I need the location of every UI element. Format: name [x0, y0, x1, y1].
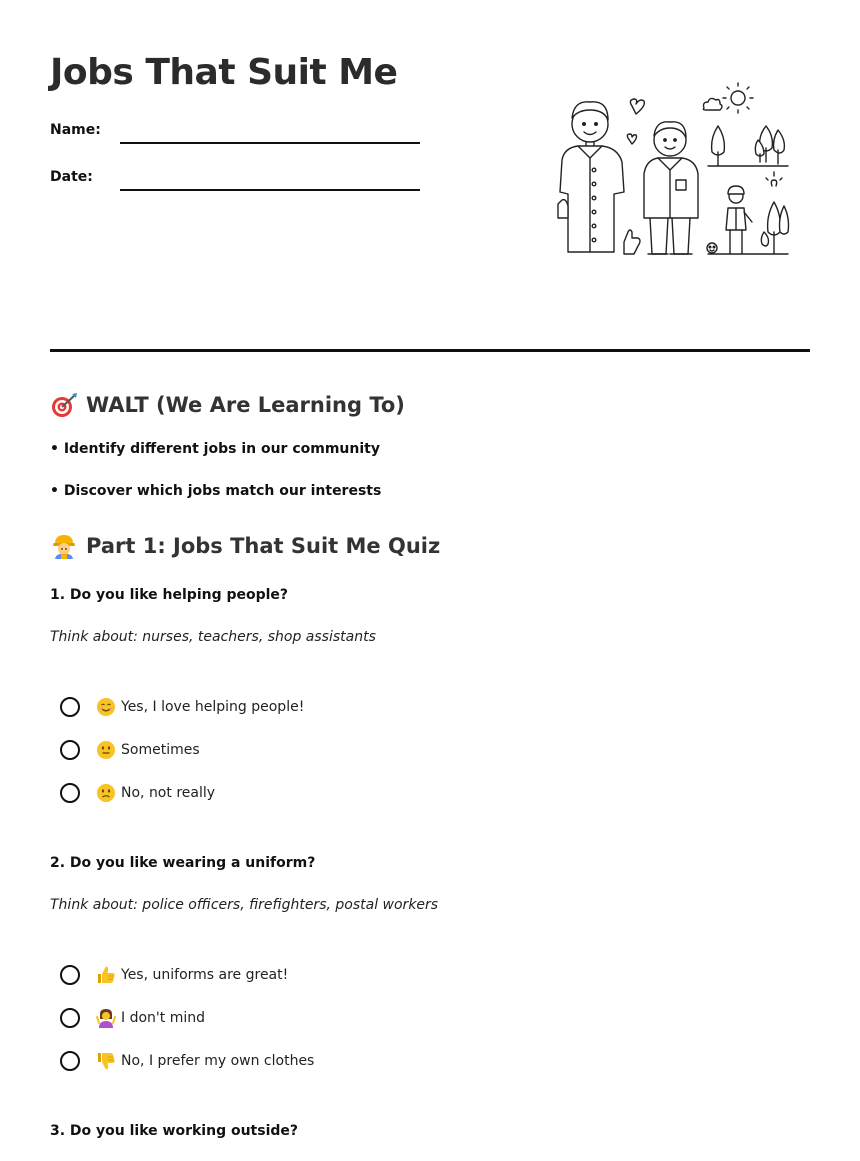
date-input-line[interactable] [120, 189, 420, 191]
worker-icon [50, 533, 78, 559]
part1-heading-text: Part 1: Jobs That Suit Me Quiz [86, 534, 441, 558]
option-label: No, I prefer my own clothes [121, 1053, 315, 1069]
question-1-hint: Think about: nurses, teachers, shop assistants [50, 629, 376, 645]
question-1-option-2[interactable] [60, 738, 200, 762]
sun-icon [723, 83, 753, 113]
question-2-option-1[interactable] [60, 963, 288, 987]
radio-button[interactable] [60, 697, 80, 717]
header-divider [50, 349, 810, 352]
date-label: Date: [50, 169, 93, 185]
date-field [50, 169, 430, 199]
smiling-face-icon [96, 697, 116, 717]
question-2-title: 2. Do you like wearing a uniform? [50, 855, 316, 871]
option-label: I don't mind [121, 1010, 205, 1026]
question-2-hint: Think about: police officers, firefighters, postal workers [50, 897, 439, 913]
option-label: Yes, uniforms are great! [121, 967, 289, 983]
target-icon [50, 392, 78, 418]
man-figure-icon-2 [644, 122, 698, 254]
worker-figure-icon [726, 186, 752, 254]
walt-heading-text: WALT (We Are Learning To) [86, 393, 405, 417]
question-1-option-3[interactable] [60, 781, 215, 805]
radio-button[interactable] [60, 965, 80, 985]
neutral-face-icon [96, 740, 116, 760]
option-label: Yes, I love helping people! [121, 699, 305, 715]
people-illustration [548, 82, 793, 262]
walt-bullet-1: • Identify different jobs in our community [50, 441, 380, 457]
slightly-frowning-face-icon [96, 783, 116, 803]
man-figure-icon [558, 102, 624, 252]
thumbs-down-icon [96, 1051, 116, 1071]
page-title: Jobs That Suit Me [50, 52, 398, 93]
shrugging-person-icon [96, 1008, 116, 1028]
part1-heading [50, 533, 440, 559]
trees-icon [708, 126, 788, 166]
name-field [50, 122, 430, 152]
radio-button[interactable] [60, 783, 80, 803]
option-label: Sometimes [121, 742, 200, 758]
option-label: No, not really [121, 785, 216, 801]
thumbs-up-icon [96, 965, 116, 985]
question-1-title: 1. Do you like helping people? [50, 587, 289, 603]
walt-heading [50, 392, 405, 418]
question-2-option-2[interactable] [60, 1006, 205, 1030]
radio-button[interactable] [60, 740, 80, 760]
question-1-option-1[interactable] [60, 695, 304, 719]
radio-button[interactable] [60, 1051, 80, 1071]
radio-button[interactable] [60, 1008, 80, 1028]
name-input-line[interactable] [120, 142, 420, 144]
walt-bullet-2: • Discover which jobs match our interests [50, 483, 382, 499]
name-label: Name: [50, 122, 101, 138]
question-3-title: 3. Do you like working outside? [50, 1123, 299, 1139]
question-2-option-3[interactable] [60, 1049, 314, 1073]
